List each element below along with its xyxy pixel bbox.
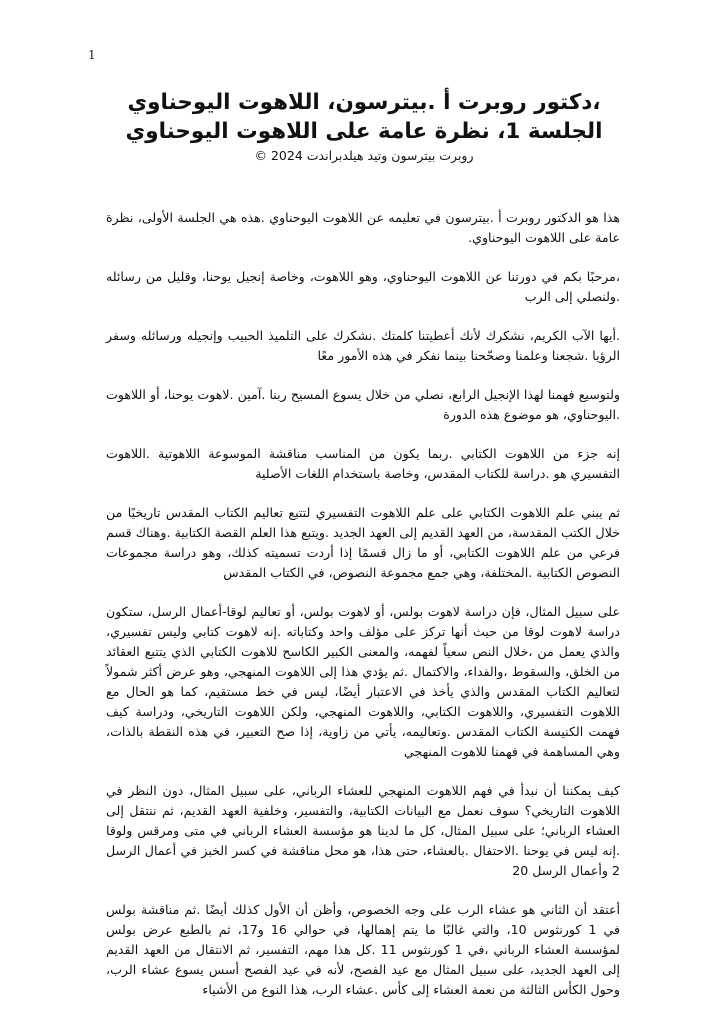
page-number: 1	[88, 48, 96, 62]
paragraph: على سبيل المثال، فإن دراسة لاهوت بولس، أو لاهوت بولس، أو تعاليم لوقا-أعمال الرسل، ستكون دراسة لاهوت لوقا من حيث أنها تركز على مؤلف واحد وكتاباته .إنه لاهوت كتابي وليس تفسيري، والذي يعمل من ،خلال النص سعياً لفهمه، والمعنى الكبير الكاسح للاهوت الكتابي الذي يتتبع العقائد من الخلق، والسقوط ،والفداء، والاكتمال .ثم يؤدي هذا إلى اللاهوت المنهجي، وهو عرض أكثر شمولاً لتعاليم الكتاب المقدس والذي يأخذ في الاعتبار أيضًا، ليس في خط مستقيم، كما هو الحال مع اللاهوت التفسيري، واللاهوت الكتابي، واللاهوت المنهجي، ولكن اللاهوت التاريخي، ودراسة كيف فهمت الكنيسة الكتاب المقدس .وتعاليمه، يأتي من زاوية، إذا صح التعبير، في هذه النقطة بالذات، وهي المساهمة في فهمنا للاهوت المنهجي	[106, 604, 620, 759]
paragraph: .أيها الآب الكريم، نشكرك لأنك أعطيتنا كلمتك .نشكرك على التلميذ الحبيب وإنجيله ورسائله وسفر الرؤيا .شجعنا وعلمنا وصحّحنا بينما نفكر في هذه الأمور معًا	[106, 328, 620, 363]
paragraph: أعتقد أن الثاني هو عشاء الرب على وجه الخصوص، وأظن أن الأول كذلك أيضًا .ثم مناقشة بولس في 1 كورنثوس 10، والتي غالبًا ما يتم إهمالها، في حوالي 16 و17، ثم بالطبع عرض بولس لمؤسسة العشاء الرباني ،في 1 كورنثوس 11 .كل هذا مهم، التفسير، ثم الانتقال من العهد القديم إلى العهد الجديد، على سبيل المثال مع عيد الفصح، لأنه في عيد الفصح أسس يسوع عشاء الرب، وحول الكأس الثالثة من نعمة العشاء إلى كأس .عشاء الرب، هذا النوع من الأشياء	[106, 902, 621, 997]
title-line-1: ،دكتور روبرت أ .بيترسون، اللاهوت اليوحناوي	[127, 90, 601, 115]
paragraph: إنه جزء من اللاهوت الكتابي .ربما يكون من المناسب مناقشة الموسوعة اللاهوتية .اللاهوت التفسيري هو .دراسة للكتاب المقدس، وخاصة باستخدام اللغات الأصلية	[106, 446, 620, 481]
byline: روبرت بيترسون وتيد هيلدبراندت 2024 ©	[254, 148, 474, 163]
paragraph: ولتوسيع فهمنا لهذا الإنجيل الرابع، نصلي من خلال يسوع المسيح ربنا .آمين .لاهوت يوحنا، أو اللاهوت .اليوحناوي، هو موضوع هذه الدورة	[106, 387, 620, 422]
document-body	[106, 208, 620, 1019]
paragraph: ،مرحبًا بكم في دورتنا عن اللاهوت اليوحناوي، وهو اللاهوت، وخاصة إنجيل يوحنا، وقليل من رسائله .ولنصلي إلى الرب	[106, 269, 620, 304]
paragraph: ثم يبني علم اللاهوت الكتابي على علم اللاهوت التفسيري لتتبع تعاليم الكتاب المقدس تاريخيًا من خلال الكتب المقدسة، من العهد القديم إلى العهد الجديد .ويتبع هذا العلم القصة الكتابية .وهناك قسم فرعي من علم اللاهوت الكتابي، أو ما زال قسمًا إذا أردت تسميته كذلك، وهو دراسة مجموعات النصوص الكتابية .المختلفة، وهي جمع مجموعة النصوص، في الكتاب المقدس	[106, 505, 620, 580]
title-line-2: الجلسة 1، نظرة عامة على اللاهوت اليوحناوي	[125, 119, 603, 144]
paragraph: هذا هو الدكتور روبرت أ .بيترسون في تعليمه عن اللاهوت اليوحناوي .هذه هي الجلسة الأولى، نظرة عامة على اللاهوت اليوحناوي.	[106, 210, 620, 245]
document-header	[110, 88, 618, 165]
paragraph: كيف يمكننا أن نبدأ في فهم اللاهوت المنهجي للعشاء الرباني، على سبيل المثال، دون النظر في اللاهوت التاريخي؟ سوف نعمل مع البيانات الكتابية، والتفسير، وخلفية العهد القديم، ثم ننتقل إلى العشاء الرباني؛ على سبيل المثال، كل ما لدينا هو مؤسسة العشاء الرباني في متى ومرقس ولوقا .إنه ليس في يوحنا .الاحتفال .بالعشاء، حتى هذا، هو محل مناقشة في كسر الخبز في أعمال الرسل 2 وأعمال الرسل 20	[106, 783, 620, 878]
